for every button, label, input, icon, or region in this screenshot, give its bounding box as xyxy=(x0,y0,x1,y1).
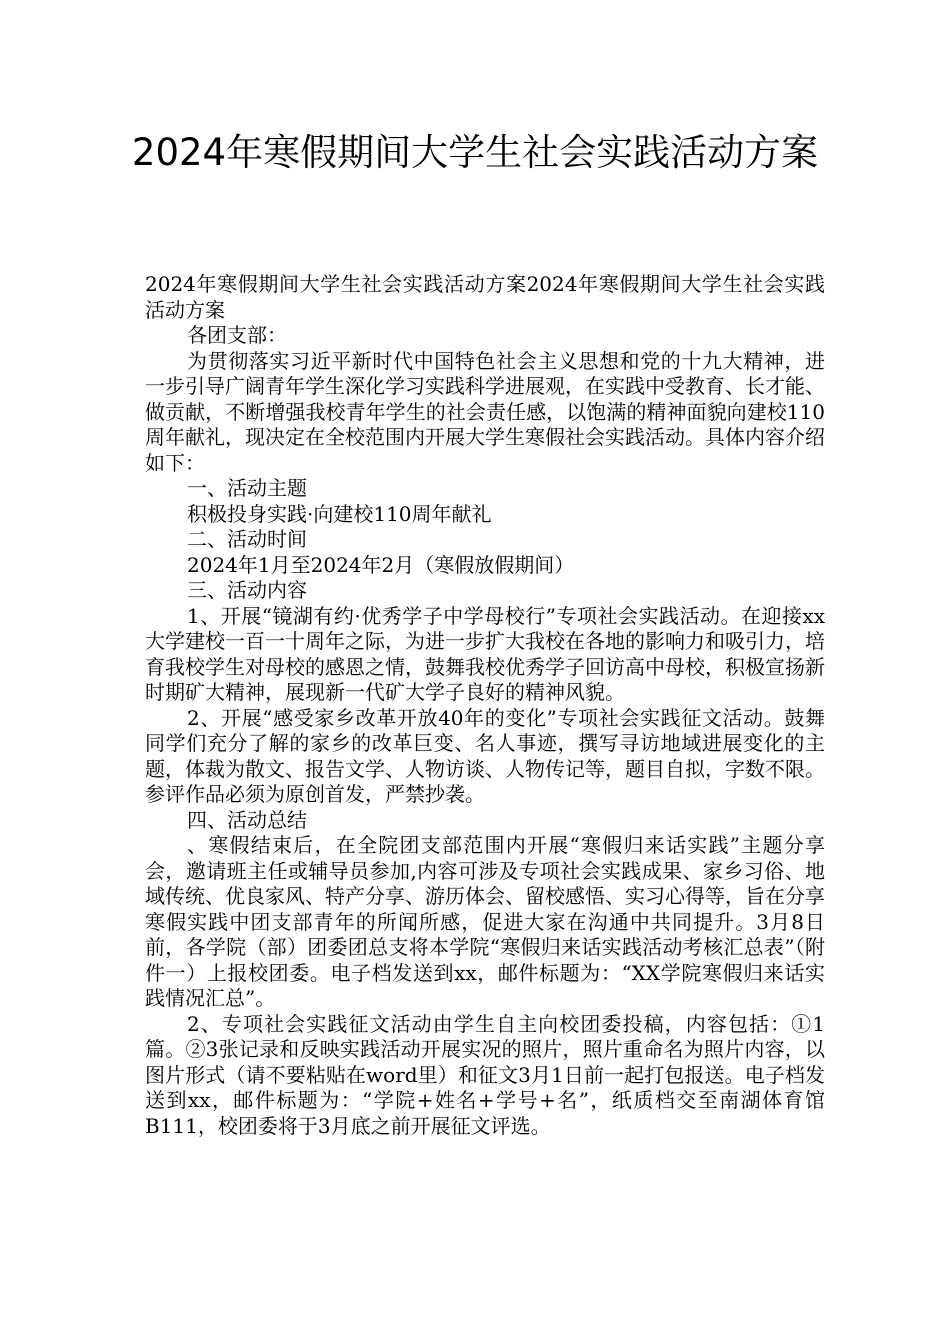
paragraph-salutation: 各团支部： xyxy=(187,323,287,347)
paragraph-purpose: 为贯彻落实习近平新时代中国特色社会主义思想和党的十九大精神，进一步引导广阔青年学生深化学习实践科学进展观，在实践中受教育、长才能、做贡献，不断增强我校青年学生的社会责任感，以饱满的精神面貌向建校110周年献礼，现决定在全校范围内开展大学生寒假社会实践活动。具体内容介绍如下： xyxy=(145,348,825,475)
paragraph-summary-2: 2、专项社会实践征文活动由学生自主向校团委投稿，内容包括：①1篇。②3张记录和反映实践活动开展实况的照片，照片重命名为照片内容，以图片形式（请不要粘贴在word里）和征文3月1日前一起打包报送。电子档发送到xx，邮件标题为：“学院+姓名+学号+名”，纸质档交至南湖体育馆B111，校团委将于3月底之前开展征文评选。 xyxy=(145,1011,825,1138)
paragraph-time: 2024年1月至2024年2月（寒假放假期间） xyxy=(187,552,575,577)
paragraph-theme: 积极投身实践·向建校110周年献礼 xyxy=(187,501,492,526)
paragraph-intro: 2024年寒假期间大学生社会实践活动方案2024年寒假期间大学生社会实践活动方案 xyxy=(145,272,825,322)
paragraph-content-2: 2、开展“感受家乡改革开放40年的变化”专项社会实践征文活动。鼓舞同学们充分了解的家乡的改革巨变、名人事迹，撰写寻访地域进展变化的主题，体裁为散文、报告文学、人物访谈、人物传记等，题目自拟，字数不限。参评作品必须为原创首发，严禁抄袭。 xyxy=(145,705,825,806)
paragraph-content-1: 1、开展“镜湖有约·优秀学子中学母校行”专项社会实践活动。在迎接xx大学建校一百一十周年之际，为进一步扩大我校在各地的影响力和吸引力，培育我校学生对母校的感恩之情，鼓舞我校优秀学子回访高中母校，积极宣扬新时期矿大精神，展现新一代矿大学子良好的精神风貌。 xyxy=(145,603,825,704)
paragraph-summary-1: 、寒假结束后，在全院团支部范围内开展“寒假归来话实践”主题分享会，邀请班主任或辅导员参加,内容可涉及专项社会实践成果、家乡习俗、地域传统、优良家风、特产分享、游历体会、留校感悟、实习心得等，旨在分享寒假实践中团支部青年的所闻所感，促进大家在沟通中共同提升。3月8日前，各学院（部）团委团总支将本学院“寒假归来话实践活动考核汇总表”（附件一）上报校团委。电子档发送到xx，邮件标题为：“XX学院寒假归来话实践情况汇总”。 xyxy=(145,833,825,1010)
heading-theme: 一、活动主题 xyxy=(187,476,307,500)
document-body xyxy=(145,272,825,1139)
heading-summary: 四、活动总结 xyxy=(187,807,307,832)
heading-content: 三、活动内容 xyxy=(187,578,307,602)
document-title: 2024年寒假期间大学生社会实践活动方案 xyxy=(131,131,819,174)
heading-time: 二、活动时间 xyxy=(187,527,307,551)
